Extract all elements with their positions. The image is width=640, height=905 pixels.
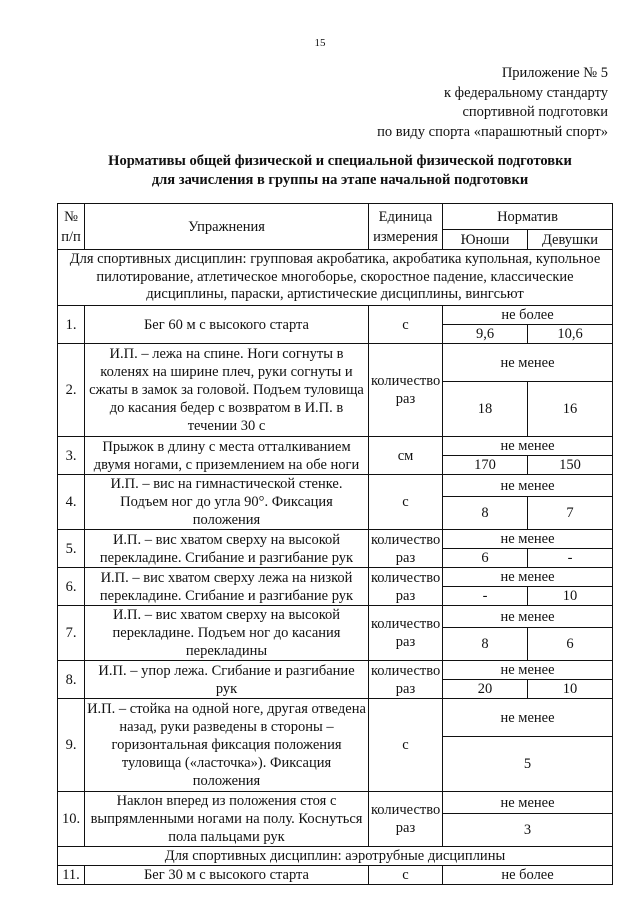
row-number: 3. — [58, 437, 85, 475]
exercise-cell: И.П. – вис хватом сверху лежа на низкой перекладине. Сгибание и разгибание рук — [85, 568, 369, 606]
row-number: 6. — [58, 568, 85, 606]
boys-value: 20 — [443, 680, 528, 699]
girls-value: 10,6 — [528, 325, 613, 344]
document-title — [60, 152, 620, 190]
table-row — [58, 661, 613, 680]
table-row — [58, 475, 613, 497]
unit-cell: с — [369, 306, 443, 344]
row-number: 11. — [58, 866, 85, 885]
unit-cell: с — [369, 866, 443, 885]
row-number: 4. — [58, 475, 85, 530]
exercise-cell: Прыжок в длину с места отталкиванием двумя ногами, с приземлением на обе ноги — [85, 437, 369, 475]
boys-value: 8 — [443, 628, 528, 661]
appendix-line: спортивной подготовки — [462, 104, 608, 120]
title-line: Нормативы общей физической и специальной физической подготовки — [108, 153, 572, 169]
condition-cell: не менее — [443, 475, 613, 497]
girls-value: 16 — [528, 382, 613, 437]
unit-cell: количество раз — [369, 568, 443, 606]
condition-cell: не менее — [443, 792, 613, 814]
both-value: 5 — [443, 737, 613, 792]
table-row — [58, 792, 613, 814]
condition-cell: не более — [443, 866, 613, 885]
col-header-girls: Девушки — [528, 230, 613, 250]
section-row — [58, 847, 613, 866]
condition-cell: не менее — [443, 568, 613, 587]
condition-cell: не менее — [443, 699, 613, 737]
condition-cell: не менее — [443, 437, 613, 456]
exercise-cell: И.П. – вис хватом сверху на высокой перекладине. Сгибание и разгибание рук — [85, 530, 369, 568]
row-number: 1. — [58, 306, 85, 344]
row-number: 10. — [58, 792, 85, 847]
exercise-cell: Бег 60 м с высокого старта — [85, 306, 369, 344]
boys-value: 9,6 — [443, 325, 528, 344]
girls-value: 10 — [528, 587, 613, 606]
exercise-cell: Наклон вперед из положения стоя с выпрямленными ногами на полу. Коснуться пола пальцами рук — [85, 792, 369, 847]
appendix-line: к федеральному стандарту — [444, 84, 608, 101]
exercise-cell: И.П. – вис на гимнастической стенке. Подъем ног до угла 90°. Фиксация положения — [85, 475, 369, 530]
col-header-boys: Юноши — [443, 230, 528, 250]
title-line: для зачисления в группы на этапе начальной подготовки — [151, 172, 529, 188]
norms-table — [57, 203, 613, 885]
row-number: 7. — [58, 606, 85, 661]
boys-value: 8 — [443, 497, 528, 530]
condition-cell: не менее — [443, 530, 613, 549]
girls-value: 6 — [528, 628, 613, 661]
exercise-cell: И.П. – упор лежа. Сгибание и разгибание рук — [85, 661, 369, 699]
table-row — [58, 306, 613, 325]
section-title: Для спортивных дисциплин: групповая акробатика, акробатика купольная, купольное пилотирование, атлетическое многоборье, скоростное падение, классические дисциплины, параски, артистические дисциплины, вингсьют — [58, 250, 613, 306]
unit-cell: с — [369, 699, 443, 792]
exercise-cell: И.П. – лежа на спине. Ноги согнуты в коленях на ширине плеч, руки согнуты и сжаты в замок за головой. Подъем туловища до касания бедер с возвратом в И.П. в течении 30 с — [85, 344, 369, 437]
unit-cell: количество раз — [369, 661, 443, 699]
unit-cell: количество раз — [369, 344, 443, 437]
unit-cell: с — [369, 475, 443, 530]
girls-value: - — [528, 549, 613, 568]
table-row — [58, 437, 613, 456]
section-row — [58, 250, 613, 306]
table-row — [58, 568, 613, 587]
boys-value: 18 — [443, 382, 528, 437]
section-title: Для спортивных дисциплин: аэротрубные дисциплины — [58, 847, 613, 866]
both-value: 3 — [443, 814, 613, 847]
unit-cell: количество раз — [369, 530, 443, 568]
col-header-exercise: Упражнения — [85, 204, 369, 250]
boys-value: 170 — [443, 456, 528, 475]
table-row — [58, 606, 613, 628]
girls-value: 7 — [528, 497, 613, 530]
row-number: 5. — [58, 530, 85, 568]
boys-value: 6 — [443, 549, 528, 568]
unit-cell: количество раз — [369, 606, 443, 661]
condition-cell: не более — [443, 306, 613, 325]
page-number: 15 — [314, 37, 326, 49]
table-row — [58, 699, 613, 737]
girls-value: 10 — [528, 680, 613, 699]
boys-value: - — [443, 587, 528, 606]
unit-cell: см — [369, 437, 443, 475]
exercise-cell: Бег 30 м с высокого старта — [85, 866, 369, 885]
unit-cell: количество раз — [369, 792, 443, 847]
header-row — [58, 204, 613, 230]
exercise-cell: И.П. – вис хватом сверху на высокой перекладине. Подъем ног до касания перекладины — [85, 606, 369, 661]
col-header-unit: Единица измерения — [369, 204, 443, 250]
col-header-num: № п/п — [58, 204, 85, 250]
girls-value: 150 — [528, 456, 613, 475]
condition-cell: не менее — [443, 606, 613, 628]
row-number: 2. — [58, 344, 85, 437]
table-row — [58, 866, 613, 885]
row-number: 9. — [58, 699, 85, 792]
appendix-line: Приложение № 5 — [501, 65, 608, 81]
appendix-header — [377, 64, 608, 142]
condition-cell: не менее — [443, 344, 613, 382]
appendix-line: по виду спорта «парашютный спорт» — [377, 123, 608, 140]
condition-cell: не менее — [443, 661, 613, 680]
exercise-cell: И.П. – стойка на одной ноге, другая отведена назад, руки разведены в стороны – горизонтальная фиксация положения туловища («ласточка»). Фиксация положения — [85, 699, 369, 792]
table-row — [58, 530, 613, 549]
col-header-norm: Норматив — [443, 204, 613, 230]
table-row — [58, 344, 613, 382]
row-number: 8. — [58, 661, 85, 699]
